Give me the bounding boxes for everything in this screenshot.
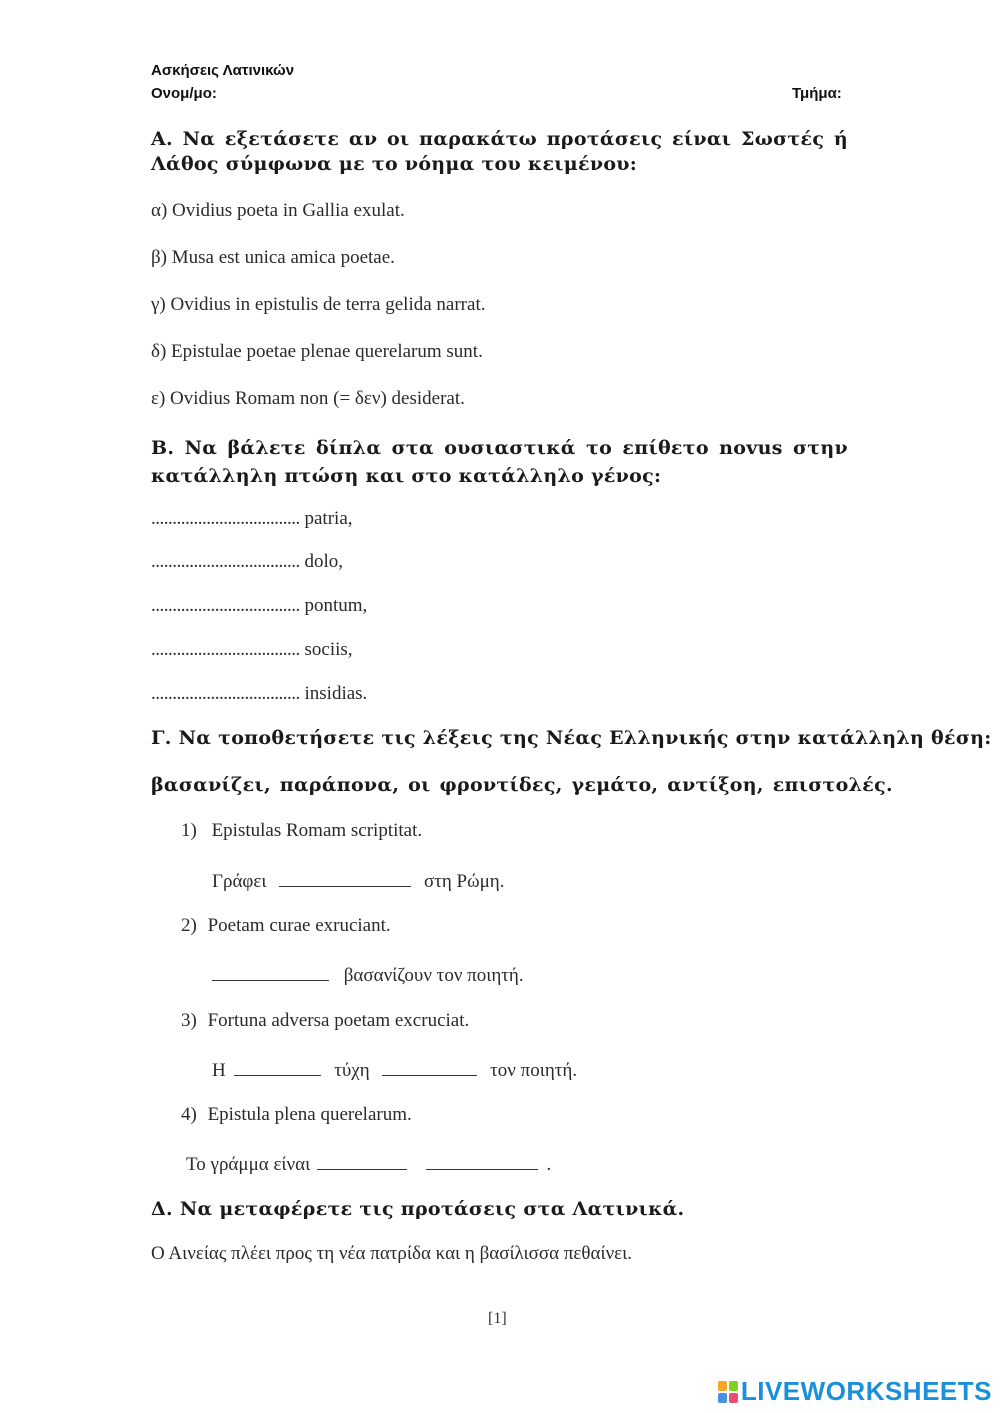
adjective-row-4: [151, 639, 353, 661]
latin-sentence: Epistulas Romam scriptitat.: [211, 820, 423, 841]
item-number: 2): [181, 915, 197, 936]
logo-icon: [718, 1381, 738, 1403]
translation-3: [212, 1057, 577, 1082]
class-label: Τμήμα:: [792, 85, 842, 102]
greek-text: βασανίζουν τον ποιητή.: [343, 965, 524, 986]
noun-label: sociis,: [304, 639, 353, 660]
answer-blank[interactable]: ...................................: [151, 551, 300, 572]
answer-blank[interactable]: [317, 1151, 407, 1170]
greek-text: Γράφει: [212, 871, 267, 892]
latin-sentence: Poetam curae exruciant.: [207, 915, 391, 936]
page-number: [1]: [488, 1310, 507, 1327]
word-bank: βασανίζει, παράπονα, οι φροντίδες, γεμάτο, αντίξοη, επιστολές.: [151, 774, 893, 796]
statement-c: γ) Ovidius in epistulis de terra gelida narrat.: [151, 294, 486, 315]
statement-b: β) Musa est unica amica poetae.: [151, 247, 395, 268]
answer-blank[interactable]: [426, 1151, 538, 1170]
answer-blank[interactable]: ...................................: [151, 639, 300, 660]
statement-e: ε) Ovidius Romam non (= δεν) desiderat.: [151, 388, 465, 409]
adjective-row-3: [151, 595, 367, 617]
greek-text: .: [546, 1154, 552, 1175]
exercise-3: [181, 1010, 469, 1032]
item-number: 4): [181, 1104, 197, 1125]
answer-blank[interactable]: [212, 962, 329, 981]
adjective-row-5: [151, 683, 367, 705]
section-b-title: Β. Να βάλετε δίπλα στα ουσιαστικά το επίθετο novus στην κατάλληλη πτώση και στο κατάλληλο γένος:: [151, 437, 848, 487]
answer-blank[interactable]: ...................................: [151, 508, 300, 529]
course-title: Ασκήσεις Λατινικών: [151, 62, 295, 79]
translation-sentence: Ο Αινείας πλέει προς τη νέα πατρίδα και η βασίλισσα πεθαίνει.: [151, 1243, 633, 1264]
adjective-row-1: [151, 508, 353, 530]
answer-blank[interactable]: [279, 868, 411, 887]
answer-blank[interactable]: [234, 1057, 321, 1076]
greek-text: τύχη: [334, 1060, 370, 1081]
latin-sentence: Fortuna adversa poetam excruciat.: [207, 1010, 470, 1031]
statement-a: α) Ovidius poeta in Gallia exulat.: [151, 200, 405, 221]
adjective-row-2: [151, 551, 343, 573]
noun-label: dolo,: [304, 551, 344, 572]
exercise-4: [181, 1104, 412, 1126]
exercise-1: [181, 820, 422, 842]
answer-blank[interactable]: ...................................: [151, 595, 300, 616]
liveworksheets-logo: [718, 1376, 992, 1407]
section-c-title: Γ. Να τοποθετήσετε τις λέξεις της Νέας Ελληνικής στην κατάλληλη θέση:: [151, 727, 992, 749]
greek-text: στη Ρώμη.: [423, 871, 505, 892]
section-a-title: Α. Να εξετάσετε αν οι παρακάτω προτάσεις είναι Σωστές ή Λάθος σύμφωνα με το νόημα του κειμένου:: [151, 128, 848, 175]
exercise-2: [181, 915, 391, 937]
greek-text: Η: [212, 1060, 226, 1081]
noun-label: insidias.: [304, 683, 368, 704]
answer-blank[interactable]: [382, 1057, 477, 1076]
section-d-title: Δ. Να μεταφέρετε τις προτάσεις στα Λατινικά.: [151, 1198, 685, 1220]
greek-text: Το γράμμα είναι: [186, 1154, 311, 1175]
answer-blank[interactable]: ...................................: [151, 683, 300, 704]
noun-label: pontum,: [304, 595, 368, 616]
greek-text: τον ποιητή.: [490, 1060, 578, 1081]
translation-4: [186, 1151, 551, 1176]
noun-label: patria,: [304, 508, 353, 529]
name-label: Ονομ/μο:: [151, 85, 217, 102]
statement-d: δ) Epistulae poetae plenae querelarum sunt.: [151, 341, 483, 362]
logo-text: LIVEWORKSHEETS: [740, 1376, 992, 1406]
item-number: 1): [181, 820, 197, 841]
translation-2: [212, 962, 524, 987]
translation-1: [212, 868, 505, 893]
latin-sentence: Epistula plena querelarum.: [207, 1104, 412, 1125]
item-number: 3): [181, 1010, 197, 1031]
